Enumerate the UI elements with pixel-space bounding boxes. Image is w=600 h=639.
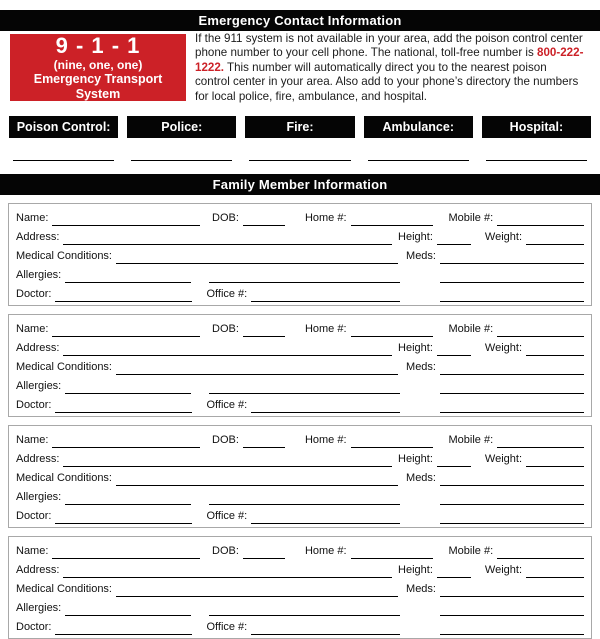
ambulance-blank-line	[368, 159, 469, 161]
dob-blank-line	[243, 224, 285, 226]
family-member-card	[8, 203, 592, 306]
label-police: Police:	[127, 116, 236, 138]
allergies-row	[16, 376, 584, 394]
dob-blank-line	[243, 557, 285, 559]
name-blank-line	[52, 557, 200, 559]
doctor-row	[16, 506, 584, 524]
mobile-phone-label: Mobile #:	[448, 545, 494, 558]
medical-conditions-blank-line	[116, 595, 398, 597]
allergies-label: Allergies:	[16, 380, 62, 393]
fire-blank-line	[249, 159, 350, 161]
meds-blank-line	[440, 262, 584, 264]
mobile-phone-label: Mobile #:	[448, 434, 494, 447]
mobile-phone-label: Mobile #:	[448, 323, 494, 336]
intro-section	[0, 31, 600, 104]
office-phone-label: Office #:	[206, 288, 248, 301]
address-row	[16, 227, 584, 245]
allergies-row	[16, 487, 584, 505]
mobile-phone-blank-line	[497, 446, 584, 448]
medical-conditions-label: Medical Conditions:	[16, 250, 112, 263]
weight-blank-line	[526, 243, 584, 245]
meds-continuation-line-1	[440, 614, 584, 616]
medical-row	[16, 579, 584, 597]
name-label: Name:	[16, 434, 49, 447]
medical-row	[16, 357, 584, 375]
doctor-label: Doctor:	[16, 510, 52, 523]
office-phone-blank-line	[251, 633, 400, 635]
address-label: Address:	[16, 342, 60, 355]
label-ambulance: Ambulance:	[364, 116, 473, 138]
name-blank-line	[52, 335, 200, 337]
family-member-card	[8, 425, 592, 528]
home-phone-blank-line	[351, 557, 433, 559]
name-blank-line	[52, 446, 200, 448]
meds-blank-line	[440, 595, 584, 597]
doctor-row	[16, 617, 584, 635]
address-row	[16, 560, 584, 578]
meds-continuation-line-1	[440, 281, 584, 283]
office-phone-blank-line	[251, 300, 400, 302]
home-phone-label: Home #:	[304, 545, 347, 558]
office-phone-blank-line	[251, 522, 400, 524]
allergies-label: Allergies:	[16, 491, 62, 504]
allergies-blank-line	[65, 281, 191, 283]
mobile-phone-blank-line	[497, 557, 584, 559]
medical-conditions-label: Medical Conditions:	[16, 472, 112, 485]
address-row	[16, 338, 584, 356]
allergies-continuation-line	[209, 614, 400, 616]
height-label: Height:	[398, 231, 433, 244]
doctor-row	[16, 284, 584, 302]
meds-continuation-line-2	[440, 522, 584, 524]
doctor-blank-line	[55, 633, 192, 635]
name-row	[16, 541, 584, 559]
name-label: Name:	[16, 323, 49, 336]
label-poison-control: Poison Control:	[9, 116, 118, 138]
family-members	[0, 203, 600, 639]
911-number: 9 - 1 - 1	[55, 32, 141, 58]
911-callout	[10, 34, 186, 101]
emergency-contacts-blank-lines	[9, 159, 591, 161]
height-blank-line	[437, 576, 471, 578]
meds-label: Meds:	[406, 361, 436, 374]
name-blank-line	[52, 224, 200, 226]
address-blank-line	[63, 243, 392, 245]
allergies-label: Allergies:	[16, 602, 62, 615]
medical-conditions-blank-line	[116, 262, 398, 264]
911-caption: Emergency Transport System	[33, 71, 163, 101]
office-phone-label: Office #:	[206, 399, 248, 412]
poison-control-blank-line	[13, 159, 114, 161]
doctor-blank-line	[55, 522, 192, 524]
address-blank-line	[63, 354, 392, 356]
emergency-contacts-label-row	[9, 116, 591, 138]
medical-row	[16, 468, 584, 486]
allergies-continuation-line	[209, 503, 400, 505]
allergies-row	[16, 598, 584, 616]
weight-blank-line	[526, 465, 584, 467]
address-blank-line	[63, 465, 392, 467]
label-fire: Fire:	[245, 116, 354, 138]
meds-blank-line	[440, 484, 584, 486]
doctor-label: Doctor:	[16, 288, 52, 301]
name-label: Name:	[16, 545, 49, 558]
name-row	[16, 319, 584, 337]
dob-label: DOB:	[212, 212, 239, 225]
family-member-card	[8, 314, 592, 417]
hospital-blank-line	[486, 159, 587, 161]
meds-label: Meds:	[406, 583, 436, 596]
allergies-label: Allergies:	[16, 269, 62, 282]
family-member-card	[8, 536, 592, 639]
home-phone-blank-line	[351, 335, 433, 337]
office-phone-label: Office #:	[206, 621, 248, 634]
meds-label: Meds:	[406, 250, 436, 263]
weight-label: Weight:	[484, 453, 522, 466]
medical-conditions-label: Medical Conditions:	[16, 361, 112, 374]
mobile-phone-blank-line	[497, 224, 584, 226]
poison-control-phone-number: 800-222-1222.	[195, 46, 584, 74]
height-blank-line	[437, 465, 471, 467]
weight-blank-line	[526, 576, 584, 578]
height-label: Height:	[398, 453, 433, 466]
meds-label: Meds:	[406, 472, 436, 485]
office-phone-blank-line	[251, 411, 400, 413]
address-label: Address:	[16, 231, 60, 244]
home-phone-label: Home #:	[304, 323, 347, 336]
weight-label: Weight:	[484, 342, 522, 355]
dob-blank-line	[243, 335, 285, 337]
home-phone-blank-line	[351, 224, 433, 226]
address-label: Address:	[16, 564, 60, 577]
height-blank-line	[437, 354, 471, 356]
doctor-label: Doctor:	[16, 399, 52, 412]
name-row	[16, 208, 584, 226]
emergency-contact-form	[0, 10, 600, 633]
meds-blank-line	[440, 373, 584, 375]
meds-continuation-line-1	[440, 503, 584, 505]
office-phone-label: Office #:	[206, 510, 248, 523]
medical-conditions-blank-line	[116, 484, 398, 486]
home-phone-label: Home #:	[304, 212, 347, 225]
dob-label: DOB:	[212, 434, 239, 447]
name-row	[16, 430, 584, 448]
home-phone-blank-line	[351, 446, 433, 448]
medical-conditions-blank-line	[116, 373, 398, 375]
intro-text-before: If the 911 system is not available in your area, add the poison control center phone number to your cell phone. The national, toll-free number is	[195, 32, 583, 60]
allergies-blank-line	[65, 503, 191, 505]
allergies-blank-line	[65, 614, 191, 616]
doctor-blank-line	[55, 411, 192, 413]
page-title: Emergency Contact Information	[0, 10, 600, 31]
weight-label: Weight:	[484, 231, 522, 244]
dob-blank-line	[243, 446, 285, 448]
meds-continuation-line-2	[440, 633, 584, 635]
dob-label: DOB:	[212, 545, 239, 558]
allergies-continuation-line	[209, 281, 400, 283]
medical-row	[16, 246, 584, 264]
911-subtitle: (nine, one, one)	[53, 57, 143, 72]
label-hospital: Hospital:	[482, 116, 591, 138]
allergies-row	[16, 265, 584, 283]
intro-paragraph	[195, 32, 590, 104]
meds-continuation-line-1	[440, 392, 584, 394]
allergies-blank-line	[65, 392, 191, 394]
mobile-phone-label: Mobile #:	[448, 212, 494, 225]
allergies-continuation-line	[209, 392, 400, 394]
police-blank-line	[131, 159, 232, 161]
height-label: Height:	[398, 342, 433, 355]
dob-label: DOB:	[212, 323, 239, 336]
meds-continuation-line-2	[440, 300, 584, 302]
height-blank-line	[437, 243, 471, 245]
weight-label: Weight:	[484, 564, 522, 577]
address-label: Address:	[16, 453, 60, 466]
meds-continuation-line-2	[440, 411, 584, 413]
doctor-blank-line	[55, 300, 192, 302]
weight-blank-line	[526, 354, 584, 356]
mobile-phone-blank-line	[497, 335, 584, 337]
address-blank-line	[63, 576, 392, 578]
medical-conditions-label: Medical Conditions:	[16, 583, 112, 596]
doctor-row	[16, 395, 584, 413]
address-row	[16, 449, 584, 467]
doctor-label: Doctor:	[16, 621, 52, 634]
family-section-title: Family Member Information	[0, 174, 600, 195]
intro-text-after: This number will automatically direct you to the nearest poison control center in your area. Also add to your phone’s directory the numbers for local police, fire, ambulance, and hospital.	[195, 60, 579, 103]
name-label: Name:	[16, 212, 49, 225]
height-label: Height:	[398, 564, 433, 577]
home-phone-label: Home #:	[304, 434, 347, 447]
